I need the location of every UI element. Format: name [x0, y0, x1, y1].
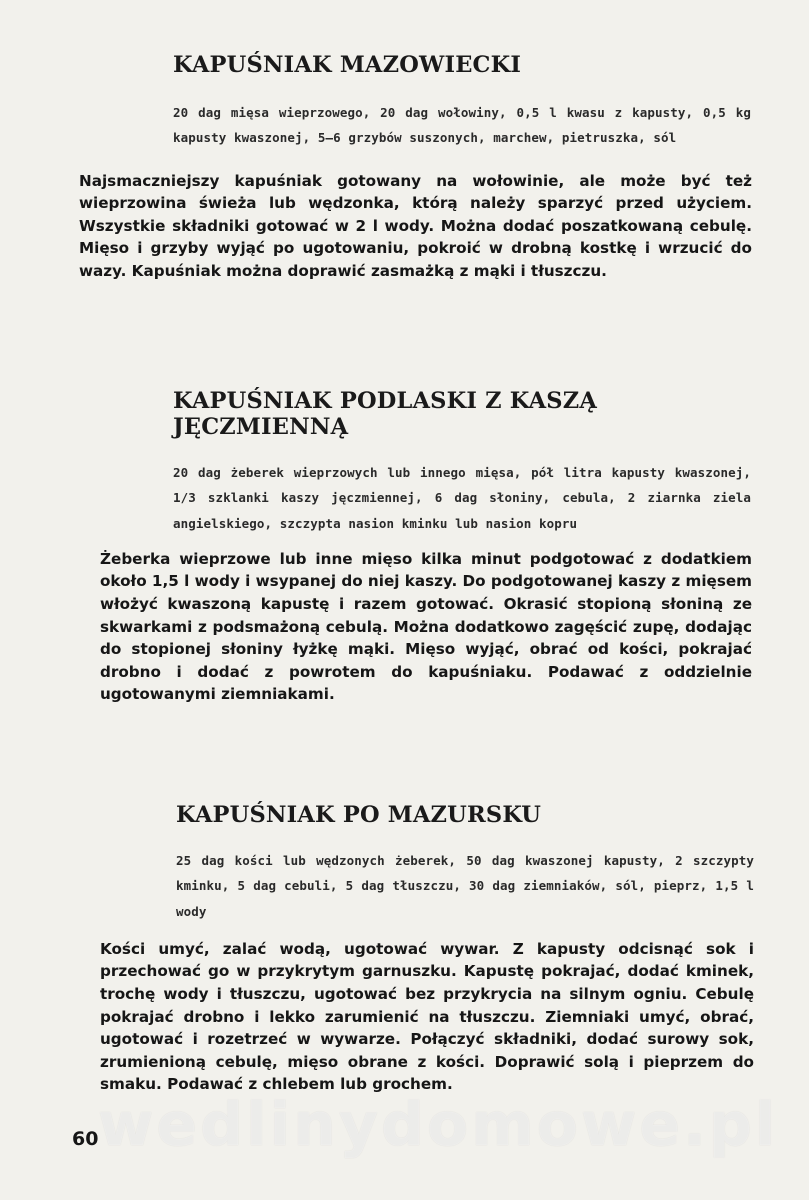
recipe-kapusniak-mazowiecki: [0, 52, 809, 283]
watermark: wedlinydomowe.pl: [98, 1090, 779, 1160]
recipe-method: Żeberka wieprzowe lub inne mięso kilka minut podgotować z dodatkiem około 1,5 l wody i wsypanej do niej kaszy. Do podgotowanej kaszy z mięsem włożyć kwaszoną kapustę i razem gotować. Okrasić stopioną słoniną ze skwarkami z podsmażoną cebulą. Można dodatkowo zagęścić zupę, dodając do stopionej słoniny łyżkę mąki. Mięso wyjąć, obrać od kości, pokrajać drobno i dodać z powrotem do kapuśniaku. Podawać z oddzielnie ugotowanymi ziemniakami.: [100, 549, 752, 704]
recipe-ingredients: 20 dag żeberek wieprzowych lub innego mięsa, pół litra kapusty kwaszonej, 1/3 szklanki kaszy jęczmiennej, 6 dag słoniny, cebula, 2 ziarnka ziela angielskiego, szczypta nasion kminku lub nasion kopru: [173, 465, 751, 531]
recipe-ingredients: 25 dag kości lub wędzonych żeberek, 50 dag kwaszonej kapusty, 2 szczypty kminku, 5 dag cebuli, 5 dag tłuszczu, 30 dag ziemniaków, sól, pieprz, 1,5 l wody: [176, 853, 754, 919]
recipe-kapusniak-po-mazursku: [0, 802, 809, 1096]
recipe-method: Kości umyć, zalać wodą, ugotować wywar. Z kapusty odcisnąć sok i przechować go w przykrytym garnuszku. Kapustę pokrajać, dodać kminek, trochę wody i tłuszczu, ugotować bez przykrycia na silnym ogniu. Cebulę pokrajać drobno i lekko zarumienić na tłuszczu. Ziemniaki umyć, obrać, ugotować i rozetrzeć w wywarze. Połączyć składniki, dodać surowy sok, zrumienioną cebulę, mięso obrane z kości. Doprawić solą i pieprzem do smaku. Podawać z chlebem lub grochem.: [100, 939, 754, 1094]
recipe-title: KAPUŚNIAK MAZOWIECKI: [173, 52, 522, 78]
page-number: 60: [72, 1128, 99, 1150]
recipe-title: KAPUŚNIAK PODLASKI Z KASZĄ JĘCZMIENNĄ: [173, 388, 597, 440]
recipe-title: KAPUŚNIAK PO MAZURSKU: [176, 802, 542, 828]
recipe-method: Najsmaczniejszy kapuśniak gotowany na wołowinie, ale może być też wieprzowina świeża lub wędzonka, którą należy sparzyć przed użyciem. Wszystkie składniki gotować w 2 l wody. Można dodać poszatkowaną cebulę. Mięso i grzyby wyjąć po ugotowaniu, pokroić w drobną kostkę i wrzucić do wazy. Kapuśniak można doprawić zasmażką z mąki i tłuszczu.: [79, 171, 752, 280]
recipe-kapusniak-podlaski: [0, 388, 809, 706]
recipe-ingredients: 20 dag mięsa wieprzowego, 20 dag wołowiny, 0,5 l kwasu z kapusty, 0,5 kg kapusty kwaszonej, 5—6 grzybów suszonych, marchew, pietruszka, sól: [173, 105, 751, 146]
